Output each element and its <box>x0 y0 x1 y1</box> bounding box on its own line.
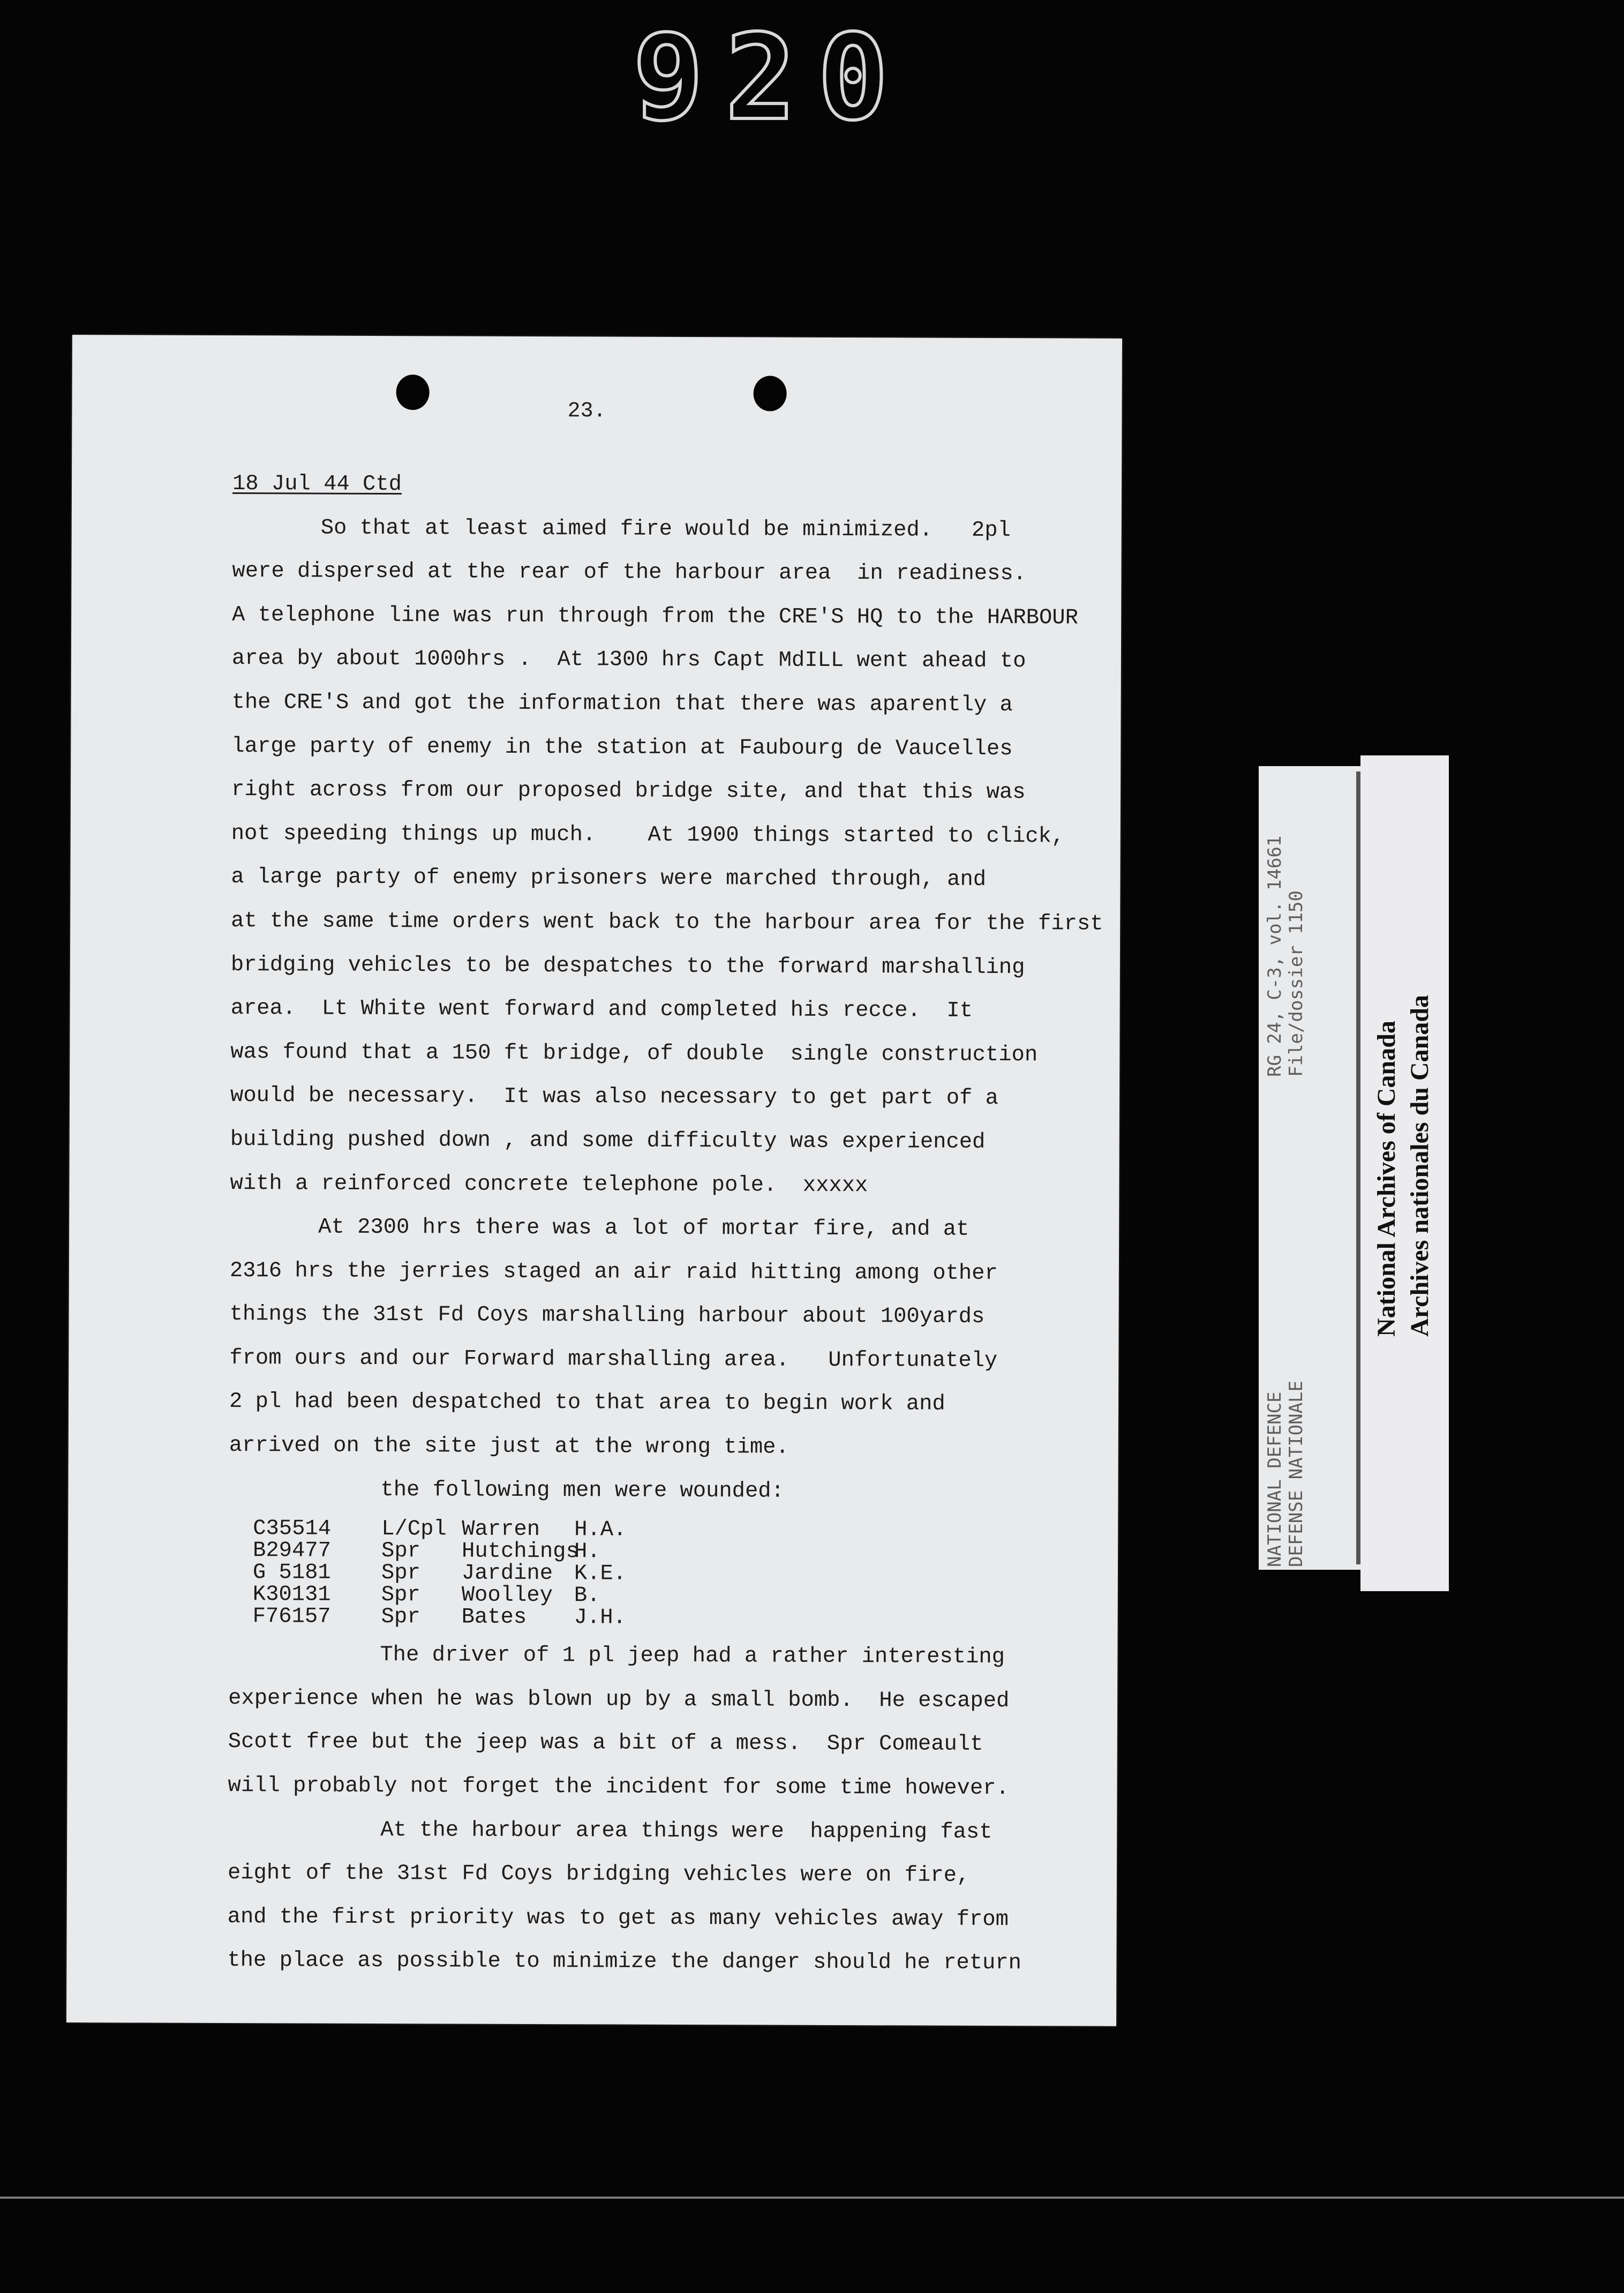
text-line: Scott free but the jeep was a bit of a mess. Spr Comeault <box>228 1729 983 1757</box>
film-edge-line <box>0 2197 1624 2199</box>
text-line: eight of the 31st Fd Coys bridging vehicles were on fire, <box>227 1861 970 1889</box>
text-line: 2316 hrs the jerries staged an air raid hitting among other <box>229 1258 998 1286</box>
archives-stamp <box>1370 995 1437 1337</box>
service-number: K30131 <box>252 1582 331 1607</box>
text-line: will probably not forget the incident for some time however. <box>228 1773 1009 1801</box>
punch-hole-right <box>754 376 787 411</box>
text-line: area by about 1000hrs . At 1300 hrs Capt MdILL went ahead to <box>231 646 1026 674</box>
text-line: was found that a 150 ft bridge, of double single construction <box>230 1039 1038 1068</box>
text-line: building pushed down , and some difficulty was experienced <box>230 1127 986 1155</box>
casualty-row <box>253 1562 1096 1586</box>
department-line: NATIONAL DEFENCE <box>1264 1391 1285 1567</box>
casualty-row <box>253 1584 1096 1608</box>
casualty-row <box>253 1540 1096 1564</box>
text-line: So that at least aimed fire would be minimized. 2pl <box>320 515 1011 543</box>
text-line: at the same time orders went back to the harbour area for the first <box>231 908 1103 936</box>
text-line: The driver of 1 pl jeep had a rather interesting <box>380 1643 1005 1670</box>
surname: Jardine <box>461 1561 553 1586</box>
text-line: would be necessary. It was also necessary to get part of a <box>230 1083 999 1111</box>
service-number: G 5181 <box>252 1560 331 1585</box>
text-line: things the 31st Fd Coys marshalling harbour about 100yards <box>229 1302 985 1330</box>
rank: Spr <box>381 1583 420 1608</box>
archives-label-card <box>1360 755 1449 1591</box>
initials: H. <box>574 1539 600 1564</box>
reference-line: RG 24, C-3, vol. 14661 <box>1264 835 1285 1077</box>
text-line: bridging vehicles to be despatches to the forward marshalling <box>230 952 1025 980</box>
archives-name-fr: Archives nationales du Canada <box>1405 995 1434 1337</box>
initials: H.A. <box>574 1517 627 1542</box>
text-line: A telephone line was run through from the CRE'S HQ to the HARBOUR <box>232 602 1079 631</box>
text-line: with a reinforced concrete telephone pole. xxxxx <box>230 1171 868 1198</box>
document-body <box>227 462 1103 1986</box>
text-line: right across from our proposed bridge site, and that this was <box>231 777 1026 805</box>
punch-hole-left <box>396 374 430 410</box>
text-line: the following men were wounded: <box>380 1477 784 1504</box>
text-line: the place as possible to minimize the danger should he return <box>227 1948 1022 1976</box>
department-line: DEFENSE NATIONALE <box>1285 1381 1307 1567</box>
text-line: 2 pl had been despatched to that area to begin work and <box>229 1389 945 1417</box>
text-line: from ours and our Forward marshalling area. Unfortunately <box>229 1345 998 1373</box>
text-line: arrived on the site just at the wrong time. <box>229 1433 789 1460</box>
text-line: not speeding things up much. At 1900 things started to click, <box>231 821 1065 849</box>
text-line: experience when he was blown up by a small bomb. He escaped <box>228 1685 1010 1713</box>
initials: K.E. <box>574 1561 627 1586</box>
casualty-list <box>229 1518 1097 1631</box>
reference-text <box>1264 836 1307 1077</box>
document-page <box>66 335 1122 2026</box>
surname: Bates <box>461 1605 527 1630</box>
initials: J.H. <box>574 1605 626 1630</box>
text-line: and the first priority was to get as many vehicles away from <box>227 1904 1009 1932</box>
casualty-row <box>253 1606 1096 1630</box>
text-line: large party of enemy in the station at Faubourg de Vaucelles <box>231 733 1013 761</box>
text-line: were dispersed at the rear of the harbour area in readiness. <box>232 559 1027 587</box>
rank: Spr <box>381 1561 420 1586</box>
reference-line: File/dossier 1150 <box>1285 890 1307 1077</box>
surname: Hutchings <box>461 1539 579 1564</box>
rank: Spr <box>381 1605 420 1630</box>
text-line: At 2300 hrs there was a lot of mortar fire, and at <box>318 1215 969 1242</box>
frame-number: 920 <box>633 9 910 146</box>
department-text <box>1264 1381 1307 1567</box>
archives-name-en: National Archives of Canada <box>1372 1021 1401 1337</box>
archive-reference-card <box>1259 766 1360 1570</box>
text-line: At the harbour area things were happening fast <box>380 1817 993 1845</box>
page-number: 23. <box>567 399 606 424</box>
date-heading: 18 Jul 44 Ctd <box>232 471 402 497</box>
service-number: F76157 <box>252 1604 331 1629</box>
text-line: a large party of enemy prisoners were marched through, and <box>231 865 987 893</box>
initials: B. <box>574 1583 600 1608</box>
text-line: the CRE'S and got the information that there was aparently a <box>231 690 1013 718</box>
rank: L/Cpl <box>381 1517 447 1542</box>
surname: Warren <box>462 1517 540 1542</box>
service-number: B29477 <box>252 1538 331 1563</box>
rank: Spr <box>381 1539 421 1564</box>
surname: Woolley <box>461 1583 553 1608</box>
casualty-row <box>253 1518 1096 1542</box>
text-line: area. Lt White went forward and completed his recce. It <box>230 996 973 1024</box>
service-number: C35514 <box>253 1516 332 1541</box>
